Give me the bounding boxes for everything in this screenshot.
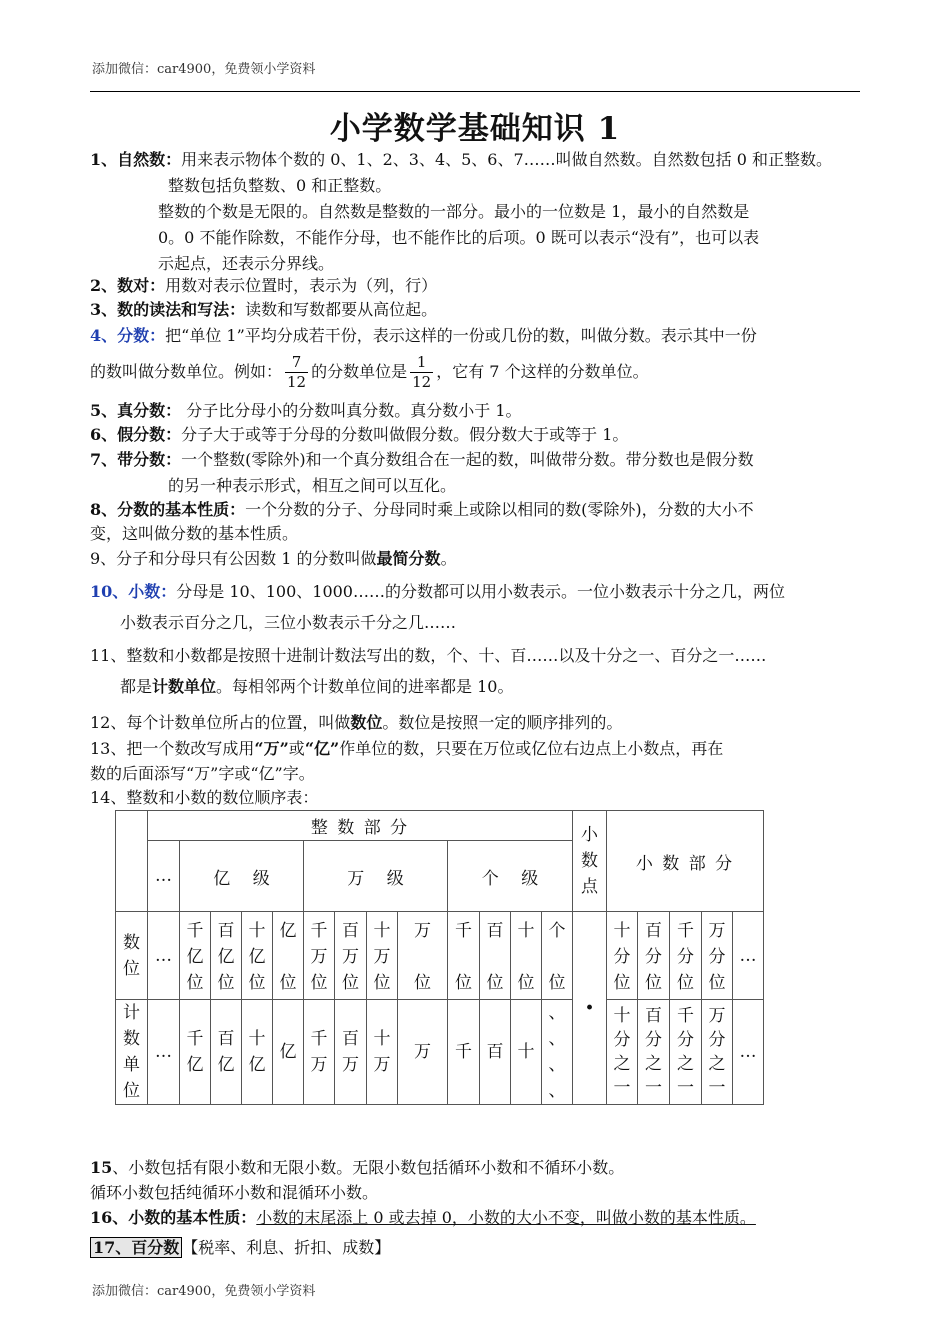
ellipsis-cell: …: [733, 912, 764, 1000]
position-cell: 千 亿 位: [180, 912, 211, 1000]
decimal-point-cell: ·: [573, 912, 607, 1105]
item-3: 3、数的读法和写法：读数和写数都要从高位起。: [90, 300, 438, 319]
item-13-line2: 数的后面添写“万”字或“亿”字。: [90, 764, 315, 783]
place-value-table: [115, 810, 764, 1105]
integer-part-head: 整 数 部 分: [148, 811, 573, 841]
item-5: 5、真分数： 分子比分母小的分数叫真分数。真分数小于 1。: [90, 401, 522, 420]
item-4-line2: 的数叫做分数单位。例如： $\frac{7}{12}$ 的分数单位是 $\frac{1}{12}$ ，它有 7 个这样的分数单位。: [90, 353, 649, 391]
decimal-unit-cell: 十 分 之 一: [607, 1000, 638, 1105]
decimal-position-cell: 百 分 位: [638, 912, 670, 1000]
unit-cell: 亿: [273, 1000, 304, 1105]
decimal-unit-cell: 千 分 之 一: [670, 1000, 702, 1105]
decimal-point-head: 小 数 点: [573, 811, 607, 912]
item-11-line2: 都是计数单位。每相邻两个计数单位间的进率都是 10。: [120, 677, 514, 696]
item-2: 2、数对：用数对表示位置时，表示为（列，行）: [90, 276, 438, 295]
page-title: 小学数学基础知识 1: [329, 111, 621, 147]
item-1: 1、自然数：用来表示物体个数的 0、1、2、3、4、5、6、7……叫做自然数。自然数包括 0 和正整数。: [90, 150, 833, 169]
item-15-line2: 循环小数包括纯循环小数和混循环小数。: [90, 1183, 379, 1202]
item-13: 13、把一个数改写成用“万”或“亿”作单位的数，只要在万位或亿位右边点上小数点，再在: [90, 739, 724, 758]
position-cell: 十 位: [511, 912, 542, 1000]
item-7: 7、带分数：一个整数(零除外)和一个真分数组合在一起的数，叫做带分数。带分数也是假分数: [90, 450, 754, 469]
position-cell: 千 万 位: [304, 912, 335, 1000]
row-label-unit: 计 数 单 位: [116, 1000, 148, 1105]
position-cell: 百 位: [480, 912, 511, 1000]
item-11: 11、整数和小数都是按照十进制计数法写出的数，个、十、百……以及十分之一、百分之一……: [90, 646, 767, 665]
decimal-position-cell: 十 分 位: [607, 912, 638, 1000]
item-1-line5: 示起点，还表示分界线。: [158, 254, 335, 273]
item-17: 17、百分数 【税率、利息、折扣、成数】: [90, 1238, 390, 1258]
header-rule: [90, 91, 860, 92]
item-1-line3: 整数的个数是无限的。自然数是整数的一部分。最小的一位数是 1，最小的自然数是: [158, 202, 750, 221]
decimal-unit-cell: 百 分 之 一: [638, 1000, 670, 1105]
item-14: 14、整数和小数的数位顺序表：: [90, 788, 319, 807]
unit-cell: 万: [398, 1000, 448, 1105]
position-cell: 百 万 位: [335, 912, 367, 1000]
position-cell: 十 万 位: [367, 912, 398, 1000]
item-7-line2: 的另一种表示形式，相互之间可以互化。: [168, 476, 457, 495]
item-1-line4: 0。0 不能作除数，不能作分母，也不能作比的后项。0 既可以表示“没有”，也可以表: [158, 228, 760, 247]
position-cell: 十 亿 位: [242, 912, 273, 1000]
unit-cell: 十: [511, 1000, 542, 1105]
level-yi: 亿 级: [180, 841, 304, 912]
item-9: 9、分子和分母只有公因数 1 的分数叫做最简分数。: [90, 549, 457, 568]
item-4: 4、分数：把“单位 1”平均分成若干份，表示这样的一份或几份的数，叫做分数。表示其中一份: [90, 326, 757, 345]
item-6: 6、假分数：分子大于或等于分母的分数叫做假分数。假分数大于或等于 1。: [90, 425, 629, 444]
unit-cell: 十 万: [367, 1000, 398, 1105]
unit-cell: 、 、 、 、: [542, 1000, 573, 1105]
position-cell: 千 位: [448, 912, 480, 1000]
unit-cell: 百 万: [335, 1000, 367, 1105]
item-10: 10、小数：分母是 10、100、1000……的分数都可以用小数表示。一位小数表示十分之几，两位: [90, 582, 785, 601]
row-label-position: 数 位: [116, 912, 148, 1000]
decimal-part-head: 小 数 部 分: [607, 811, 764, 912]
unit-cell: 千: [448, 1000, 480, 1105]
level-wan: 万 级: [304, 841, 448, 912]
fraction-1-12: $\frac{1}{12}$: [412, 353, 432, 391]
item-10-line2: 小数表示百分之几，三位小数表示千分之几……: [120, 613, 457, 632]
corner-cell: [116, 811, 148, 912]
decimal-position-cell: 万 分 位: [702, 912, 733, 1000]
level-ge: 个 级: [448, 841, 573, 912]
decimal-position-cell: 千 分 位: [670, 912, 702, 1000]
ellipsis-cell: …: [148, 1000, 180, 1105]
fraction-7-12: $\frac{7}{12}$: [287, 353, 307, 391]
page-header: 添加微信：car4900，免费领小学资料: [92, 62, 316, 77]
position-cell: 个 位: [542, 912, 573, 1000]
item-15: 15、小数包括有限小数和无限小数。无限小数包括循环小数和不循环小数。: [90, 1158, 625, 1177]
page-footer: 添加微信：car4900，免费领小学资料: [92, 1284, 316, 1299]
item-16: 16、小数的基本性质：小数的末尾添上 0 或去掉 0，小数的大小不变，叫做小数的基本性质。: [90, 1208, 756, 1227]
position-cell: 百 亿 位: [211, 912, 242, 1000]
decimal-unit-cell: 万 分 之 一: [702, 1000, 733, 1105]
item-12: 12、每个计数单位所占的位置，叫做数位。数位是按照一定的顺序排列的。: [90, 713, 623, 732]
unit-cell: 百 亿: [211, 1000, 242, 1105]
position-cell: 亿 位: [273, 912, 304, 1000]
unit-cell: 千 亿: [180, 1000, 211, 1105]
ellipsis-cell: …: [733, 1000, 764, 1105]
ellipsis-cell: …: [148, 912, 180, 1000]
unit-cell: 百: [480, 1000, 511, 1105]
item-8: 8、分数的基本性质：一个分数的分子、分母同时乘上或除以相同的数(零除外)，分数的大小不: [90, 500, 754, 519]
item-8-line2: 变，这叫做分数的基本性质。: [90, 524, 299, 543]
item-1-line2: 整数包括负整数、0 和正整数。: [168, 176, 392, 195]
ellipsis-cell: …: [148, 841, 180, 912]
unit-cell: 千 万: [304, 1000, 335, 1105]
position-cell: 万 位: [398, 912, 448, 1000]
unit-cell: 十 亿: [242, 1000, 273, 1105]
